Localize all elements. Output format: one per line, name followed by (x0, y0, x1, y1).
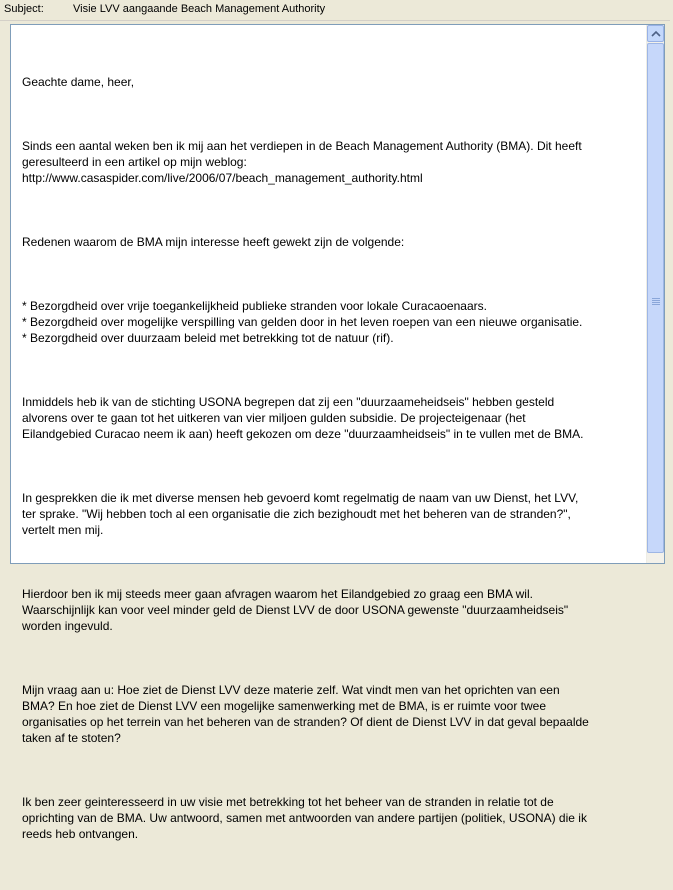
message-paragraph: Redenen waarom de BMA mijn interesse heeft gewekt zijn de volgende: (22, 235, 405, 249)
message-paragraph: Ik ben zeer geinteresseerd in uw visie met betrekking tot het beheer van de stranden in relatie tot de oprichting van de BMA. Uw antwoord, samen met antwoorden van andere partijen (politiek, USONA) die ik reeds heb ontvangen. (22, 795, 587, 841)
subject-value: Visie LVV aangaande Beach Management Authority (73, 3, 326, 15)
message-body[interactable] (22, 42, 637, 890)
scroll-up-button[interactable] (647, 25, 664, 42)
vertical-scrollbar[interactable] (646, 25, 664, 563)
subject-bar (0, 0, 673, 21)
message-paragraph: Inmiddels heb ik van de stichting USONA begrepen dat zij een "duurzaameheidseis" hebben gesteld alvorens over te gaan tot het uitkeren van vier miljoen gulden subsidie. De projecteigenaar (het Eilandgebied Curacao neem ik aan) heeft gekozen om deze "duurzaamheidseis" in te vullen met de BMA. (22, 395, 584, 441)
scroll-up-arrow-icon (652, 31, 660, 36)
message-paragraph: Geachte dame, heer, (22, 75, 135, 89)
message-paragraph: In gesprekken die ik met diverse mensen heb gevoerd komt regelmatig de naam van uw Dienst, het LVV, ter sprake. "Wij hebben toch al een organisatie die zich bezighoudt met het beheren van de stranden?", vertelt men mij. (22, 491, 579, 537)
scrollbar-thumb[interactable] (647, 43, 664, 553)
message-paragraph: Sinds een aantal weken ben ik mij aan het verdiepen in de Beach Management Authority (BMA). Dit heeft geresulteerd in een artikel op mijn weblog: http://www.casaspider.com/live/2006/07/beach_management_authority.html (22, 139, 582, 185)
message-body-pane[interactable] (10, 24, 665, 841)
message-paragraph: Hierdoor ben ik mij steeds meer gaan afvragen waarom het Eilandgebied zo graag een BMA wil. Waarschijnlijk kan voor veel minder geld de Dienst LVV de door USONA gewenste "duurzaamheidseis" worden ingevuld. (22, 587, 569, 633)
grip-icon (652, 298, 660, 306)
message-paragraph: Mijn vraag aan u: Hoe ziet de Dienst LVV deze materie zelf. Wat vindt men van het oprichten van een BMA? En hoe ziet de Dienst LVV een mogelijke samenwerking met de BMA, is er ruimte voor twee organisaties op het terrein van het beheren van de stranden? Of dient de Dienst LVV in dat geval bepaalde taken af te stoten? (22, 683, 589, 745)
subject-label: Subject: (4, 3, 44, 15)
message-paragraph: * Bezorgdheid over vrije toegankelijkheid publieke stranden voor lokale Curacaoenaars. * Bezorgdheid over mogelijke verspilling van gelden door in het leven roepen van een nieuwe organisatie. * Bezorgdheid over duurzaam beleid met betrekking tot de natuur (rif). (22, 299, 583, 345)
